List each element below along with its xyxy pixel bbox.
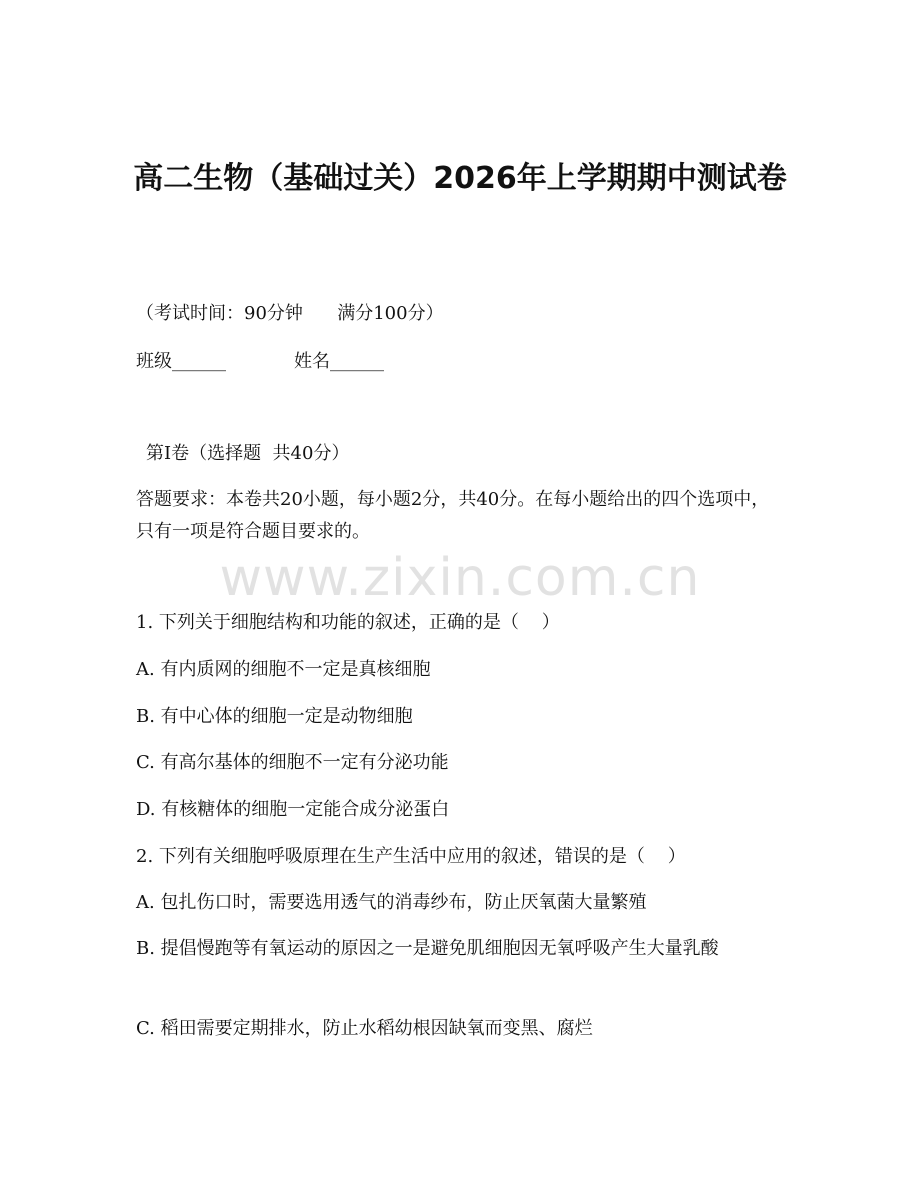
- instructions: 答题要求：本卷共20小题，每小题2分，共40分。在每小题给出的四个选项中，只有一项是符合题目要求的。: [136, 489, 770, 542]
- question-2-stem: 2. 下列有关细胞呼吸原理在生产生活中应用的叙述，错误的是（ ）: [136, 846, 686, 867]
- name-field-label: 姓名______: [294, 351, 384, 372]
- exam-info: （考试时间：90分钟 满分100分）: [136, 303, 444, 324]
- question-1-option-b: B. 有中心体的细胞一定是动物细胞: [136, 706, 413, 727]
- section-header: 第Ⅰ卷（选择题 共40分）: [146, 443, 350, 464]
- question-2-option-a: A. 包扎伤口时，需要选用透气的消毒纱布，防止厌氧菌大量繁殖: [136, 892, 647, 913]
- question-2-option-c: C. 稻田需要定期排水，防止水稻幼根因缺氧而变黑、腐烂: [136, 1018, 593, 1039]
- class-field-label: 班级______: [136, 351, 226, 372]
- question-1-stem: 1. 下列关于细胞结构和功能的叙述，正确的是（ ）: [136, 612, 560, 633]
- page-title: 高二生物（基础过关）2026年上学期期中测试卷: [133, 161, 787, 196]
- question-1-option-a: A. 有内质网的细胞不一定是真核细胞: [136, 659, 431, 680]
- question-1-option-c: C. 有高尔基体的细胞不一定有分泌功能: [136, 752, 449, 773]
- watermark: www.zixin.com.cn: [219, 548, 701, 608]
- question-1-option-d: D. 有核糖体的细胞一定能合成分泌蛋白: [136, 799, 450, 820]
- question-2-option-b: B. 提倡慢跑等有氧运动的原因之一是避免肌细胞因无氧呼吸产生大量乳酸: [136, 938, 719, 959]
